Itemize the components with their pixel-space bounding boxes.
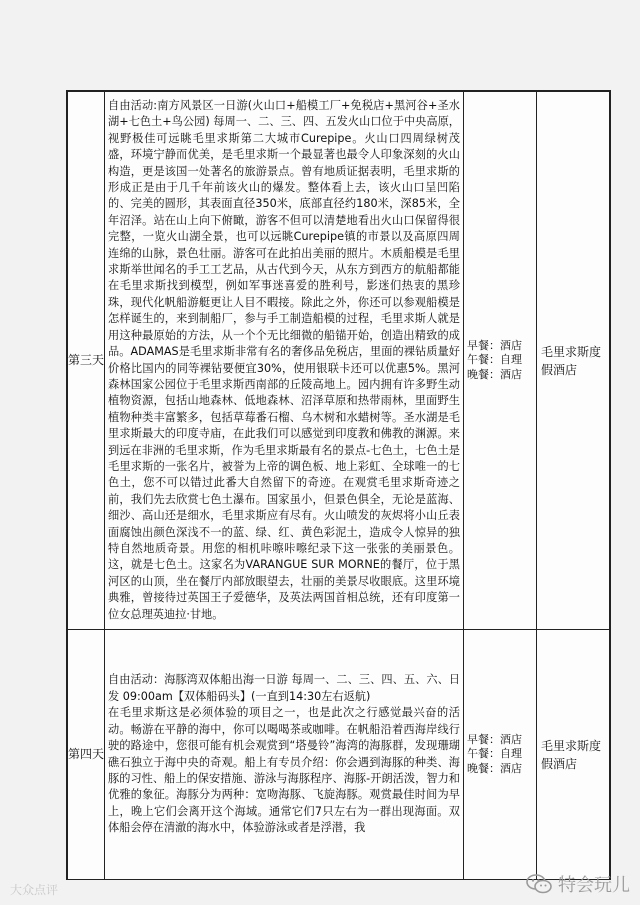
itinerary-row-day4 [68,630,610,880]
hotel-cell: 毛里求斯度假酒店 [537,92,610,630]
itinerary-table [67,91,610,880]
description-paragraph: 自由活动：海豚湾双体船出海一日游 每周一、二、三、四、五、六、日发 09:00am【双体船码头】(一直到14:30左右返航) [108,673,460,703]
description-paragraph: 在毛里求斯这是必须体验的项目之一，也是此次之行感觉最兴奋的活动。畅游在平静的海中，你可以喝喝茶或咖啡。在帆船沿着西海岸线行驶的路途中，您很可能有机会观赏到“塔曼铃”海湾的海豚群，发现珊瑚礁石独立于海中央的奇观。船上有专员介绍：你会遇到海豚的种类、海豚的习性、船上的保安措施、游泳与海豚程序、海豚-开朗活泼，智力和优雅的象征。海豚分为两种：宽吻海豚、飞旋海豚。观赏最佳时间为早上，晚上它们会离开这个海域。通常它们7只左右为一群出现海面。双体船会停在清澈的海水中，体验游泳或者是浮潜，我 [108,706,460,835]
watermark-right-text: 特会玩儿 [558,875,630,896]
itinerary-page [66,90,611,880]
itinerary-row-day3 [68,92,610,630]
watermark-left [10,881,58,898]
day-description [105,630,464,880]
meals-cell: 早餐：酒店 午餐：自理 晚餐：酒店 [464,92,537,630]
wechat-icon [526,874,552,894]
day-label: 第三天 [68,92,105,630]
watermark-left-text: 大众点评 [10,883,59,897]
hotel-cell: 毛里求斯度假酒店 [537,630,610,880]
watermark-right [526,871,630,897]
day-description [105,92,464,630]
meals-cell: 早餐：酒店 午餐：自理 晚餐：酒店 [464,630,537,880]
day-label: 第四天 [68,630,105,880]
description-paragraph: 自由活动:南方风景区一日游(火山口+船模工厂+免税店+黑河谷+圣水湖+七色土+鸟公园) 每周一、二、三、四、五发火山口位于中央高原，视野极佳可远眺毛里求斯第二大城市Curepipe。火山口四周绿树茂盛，环境宁静而优美，是毛里求斯一个最显著也最令人印象深刻的火山构造，更是该国一处著名的旅游景点。曾有地质证据表明，毛里求斯的形成正是由于几千年前该火山的爆发。整体看上去，该火山口呈凹陷的、完美的圆形，其表面直径350米，底部直径约180米，深85米，全年沼泽。站在山上向下俯瞰，游客不但可以清楚地看出火山口保留得很完整，一览火山湖全景，也可以远眺Curepipe镇的市景以及高原四周连绵的山脉，景色壮丽。游客可在此拍出美丽的照片。木质船模是毛里求斯举世闻名的手工工艺品，从古代到今天，从东方到西方的航船都能在毛里求斯找到模型，例如军事迷喜爱的胜利号，影迷们热衷的黑珍珠，现代化帆船游艇更让人目不暇接。除此之外，你还可以参观船模是怎样诞生的，来到制船厂，参与手工制造船模的过程，毛里求斯人就是用这种最原始的方法，从一个个无比细微的船锚开始，创造出精致的成品。ADAMAS是毛里求斯非常有名的奢侈品免税店，里面的裸钻质量好价格比国内的同等裸钻要便宜30%，使用银联卡还可以优惠5%。黑河森林国家公园位于毛里求斯西南部的丘陵高地上。园内拥有许多野生动植物资源，包括山地森林、低地森林、沼泽草原和热带雨林，里面野生植物种类丰富繁多，包括草莓番石榴、乌木树和水蜡树等。圣水湖是毛里求斯最大的印度寺庙，在此我们可以感觉到印度教和佛教的渊源。来到远在非洲的毛里求斯，作为毛里求斯最有名的景点-七色土，七色土是毛里求斯的一张名片，被誉为上帝的调色板、地上彩虹、全球唯一的七色土，您不可以错过此番大自然留下的奇迹。在观赏毛里求斯奇迹之前，我们先去欣赏七色土瀑布。国家虽小，但景色俱全，无论是蓝海、细沙、高山还是细水，毛里求斯应有尽有。火山喷发的灰烬将小山丘表面腐蚀出颜色深浅不一的蓝、绿、红、黄色彩泥土，造成令人惊异的独特自然地质奇景。用您的相机咔嚓咔嚓纪录下这一张张的美丽景色。这，就是七色土。这家名为VARANGUE SUR MORNE的餐厅，位于黑河区的山顶，坐在餐厅内部放眼望去，壮丽的美景尽收眼底。这里环境典雅，曾接待过英国王子爱德华，及英法两国首相总统，还有印度第一位女总理英迪拉·甘地。 [108,99,460,621]
